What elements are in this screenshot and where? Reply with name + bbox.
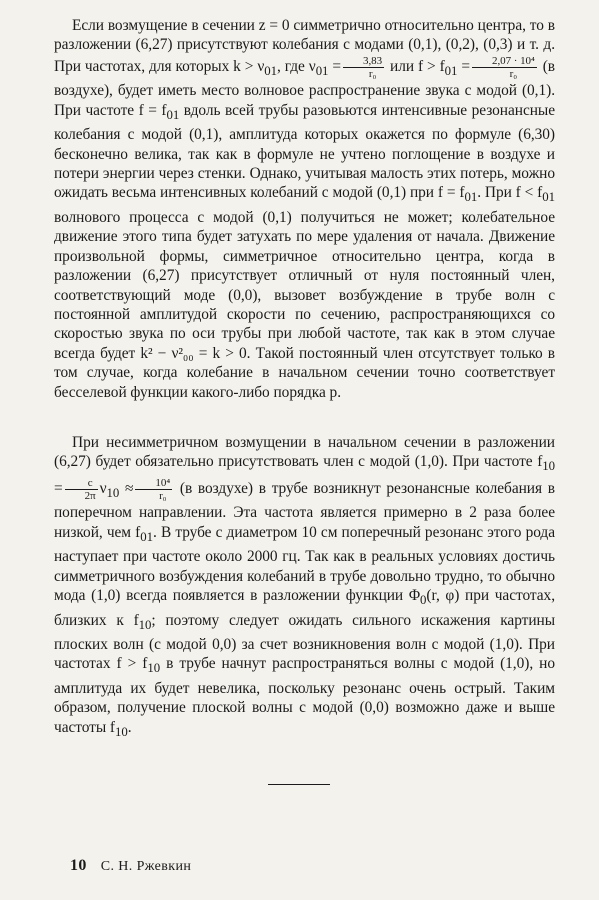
subscript: 01 [140, 529, 153, 544]
text-run: вдоль всей трубы разовьются интенсивные резонансные колебания с модой (0,1), амплитуда которых окажется по формуле (6,30) бесконечно велика, так как в формуле не учтено поглощение в воздухе и потери энергии через стенки. Однако, учитывая малость этих потерь, можно ожидать весьма интенсивных колебаний с модой (0,1) при f = f [54, 101, 555, 202]
text-run: ≈ [119, 479, 134, 497]
text-run: (в воздухе), будет иметь место волновое распространение звука с модой (0,1). При частоте f = f [54, 57, 555, 119]
running-author: С. Н. Ржевкин [100, 859, 192, 874]
fraction-numerator: 3,83 [343, 55, 384, 68]
page-number: 10 [70, 857, 87, 874]
text-run: ; поэтому следует ожидать сильного искажения картины плоских волн (с модой 0,0) за счет возникновения волн с модой (1,0). При частотах f > f [54, 611, 555, 673]
subscript: 10 [115, 724, 128, 739]
text-run: При несимметричном возмущении в начальном сечении в разложении (6,27) будет обязательно присутствовать член с модой (1,0). При частоте f [54, 434, 555, 471]
paragraph-symmetric-disturbance [54, 16, 555, 402]
text-run: (в воздухе) в трубе возникнут резонансные колебания в поперечном направлении. Эта частота является примерно в 2 раза более низкой, чем f [54, 479, 555, 541]
subscript: 01 [444, 63, 458, 78]
subscript: 01 [166, 107, 180, 122]
text-run: или f > f [386, 57, 445, 75]
fraction [343, 55, 384, 80]
paragraph-asymmetric-disturbance [54, 433, 555, 742]
subscript: 10 [542, 459, 555, 474]
fraction-denominator: r₀ [509, 67, 518, 80]
fraction-denominator: r₀ [368, 67, 377, 80]
fraction [135, 477, 172, 502]
fraction [65, 477, 98, 502]
text-run: , где ν [277, 57, 316, 75]
subscript: 01 [315, 63, 329, 78]
subscript: 10 [106, 486, 120, 500]
fraction-numerator: 10⁴ [135, 477, 172, 490]
page-footer [70, 857, 191, 875]
subscript: 0 [420, 593, 427, 608]
fraction-numerator: c [65, 477, 98, 490]
text-run: . При f < f [477, 184, 543, 202]
subscript: 10 [138, 617, 152, 632]
text-run: = [54, 479, 63, 497]
text-run: волнового процесса с модой (0,1) получиться не может; колебательное движение этого типа будет затухать по мере удаления от начала. Движение произвольной формы, симметричное относительно центра, когда в разложении (6,27) присутствует отличный от нуля постоянный член, соответствующий моде (0,0), вызовет возбуждение в трубе волн с постоянной амплитудой скорости по сечению, распространяющихся со скоростью звука по оси трубы при любой частоте, так как в этом случае всегда будет k² − ν²₀₀ = k > 0. Такой постоянный член отсутствует только в том случае, когда колебание в начальном сечении точно соответствует бесселевой функции какого-либо порядка p. [54, 208, 555, 401]
fraction-denominator: 2π [84, 489, 96, 502]
text-run: = [328, 57, 342, 75]
fraction-denominator: r₀ [159, 489, 167, 502]
subscript: 01 [264, 63, 278, 78]
fraction-numerator: 2,07 · 10⁴ [472, 55, 537, 68]
text-run: (r, φ) при частотах, близких к f [54, 587, 555, 629]
text-run: ν [99, 479, 107, 497]
subscript: 01 [542, 190, 555, 205]
text-run: . [127, 718, 132, 736]
text-run: в трубе начнут распространяться волны с модой (1,0), но амплитуда их будет невелика, поскольку резонанс очень острый. Таким образом, получение плоской волны с модой (0,0) возможно даже и выше частоты f [54, 655, 555, 736]
subscript: 10 [147, 661, 161, 676]
text-run: = [457, 57, 470, 75]
text-run: . В трубе с диаметром 10 см поперечный резонанс этого рода наступает при частоте около 2000 гц. Так как в реальных условиях достичь симметричного возбуждения колебаний в трубе довольно трудно, то обычно мода (1,0) всегда появляется в разложении функции Φ [54, 523, 555, 605]
section-divider [268, 784, 330, 785]
subscript: 01 [464, 190, 478, 205]
fraction [472, 55, 537, 80]
text-run: Если возмущение в сечении z = 0 симметрично относительно центра, то в разложении (6,27) присутствуют колебания с модами (0,1), (0,2), (0,3) и т. д. При частотах, для которых k > ν [54, 17, 555, 75]
